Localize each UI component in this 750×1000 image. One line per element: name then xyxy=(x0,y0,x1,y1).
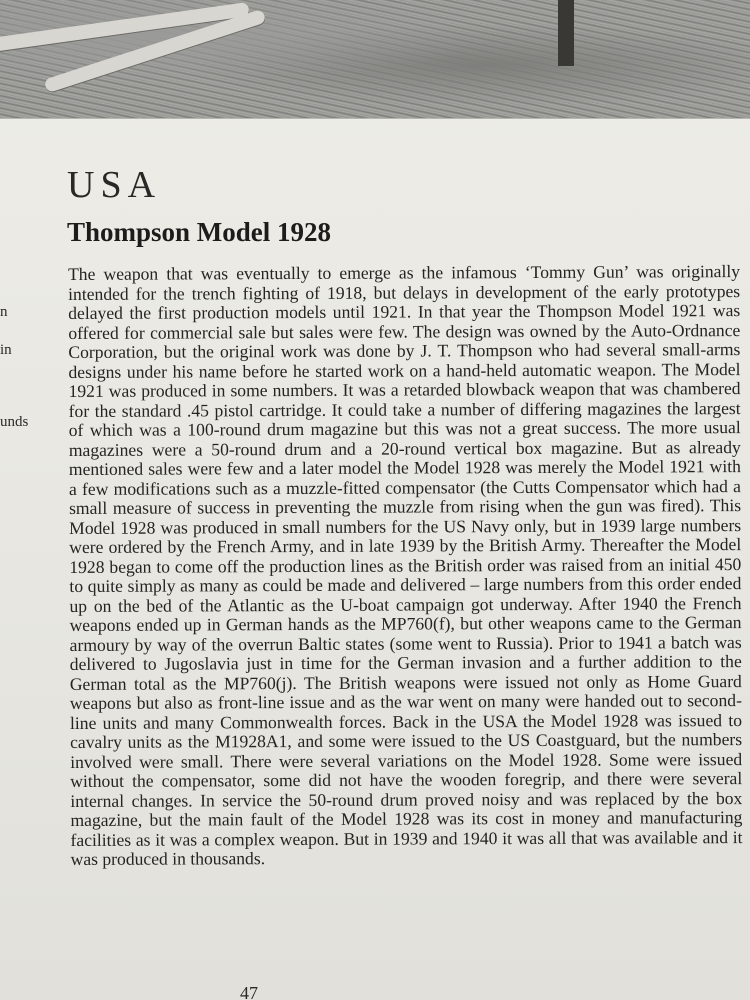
margin-fragment: in xyxy=(0,342,12,358)
section-title: USA xyxy=(67,164,162,206)
article-heading: Thompson Model 1928 xyxy=(67,217,332,247)
article-body: The weapon that was eventually to emerge as the infamous ‘Tommy Gun’ was originally intended for the trench fighting of 1918, but delays in development of the early prototypes delayed the first production models until 1921. In that year the Thompson Model 1921 was offered for commercial sale but sales were few. The design was owned by the Auto-Ordnance Corporation, but the original work was done by J. T. Thompson who had several small-arms designs under his name before he started work on a hand-held automatic weapon. The Model 1921 was produced in some numbers. It was a retarded blowback weapon that was chambered for the standard .45 pistol cartridge. It could take a number of differing magazines the largest of which was a 100-round drum magazine but this was not a great success. The more usual magazines were a 50-round drum and a 20-round vertical box magazine. But as already mentioned sales were few and a later model the Model 1928 was merely the Model 1921 with a few modifications such as a muzzle-fitted compensator (the Cutts Compensator which had a small measure of success in preventing the muzzle from rising when the gun was fired). This Model 1928 was produced in small numbers for the US Navy only, but in 1939 large numbers were ordered by the French Army, and in late 1939 by the British Army. Thereafter the Model 1928 began to come off the production lines as the British order was raised from an initial 450 to quite simply as many as could be made and delivered – large numbers from this order ended up on the bed of the Atlantic as the U-boat campaign got underway. After 1940 the French weapons ended up in German hands as the MP760(f), but other weapons came to the German armoury by way of the overrun Baltic states (some went to Russia). Prior to 1941 a batch was delivered to Jugoslavia just in time for the German invasion and a further addition to the German total as the MP760(j). The British weapons were issued not only as Home Guard weapons but also as front-line issue and as the war went on many were handed out to second-line units and many Commonwealth forces. Back in the USA the Model 1928 was issued to cavalry units as the M1928A1, and some were issued to the US Coastguard, but the numbers involved were small. There were several variations on the Model 1928. Some were issued without the compensator, some did not have the wooden foregrip, and there were several internal changes. In service the 50-round drum proved noisy and was replaced by the box magazine, but the main fault of the Model 1928 was its cost in money and manufacturing facilities as it was a complex weapon. But in 1939 and 1940 it was all that was available and it was produced in thousands. xyxy=(67,261,743,869)
margin-fragment: n xyxy=(0,304,8,320)
page-number: 47 xyxy=(240,983,258,1000)
photo-pole xyxy=(558,0,574,66)
margin-fragment: unds xyxy=(0,414,29,430)
photo-strip xyxy=(0,0,750,119)
